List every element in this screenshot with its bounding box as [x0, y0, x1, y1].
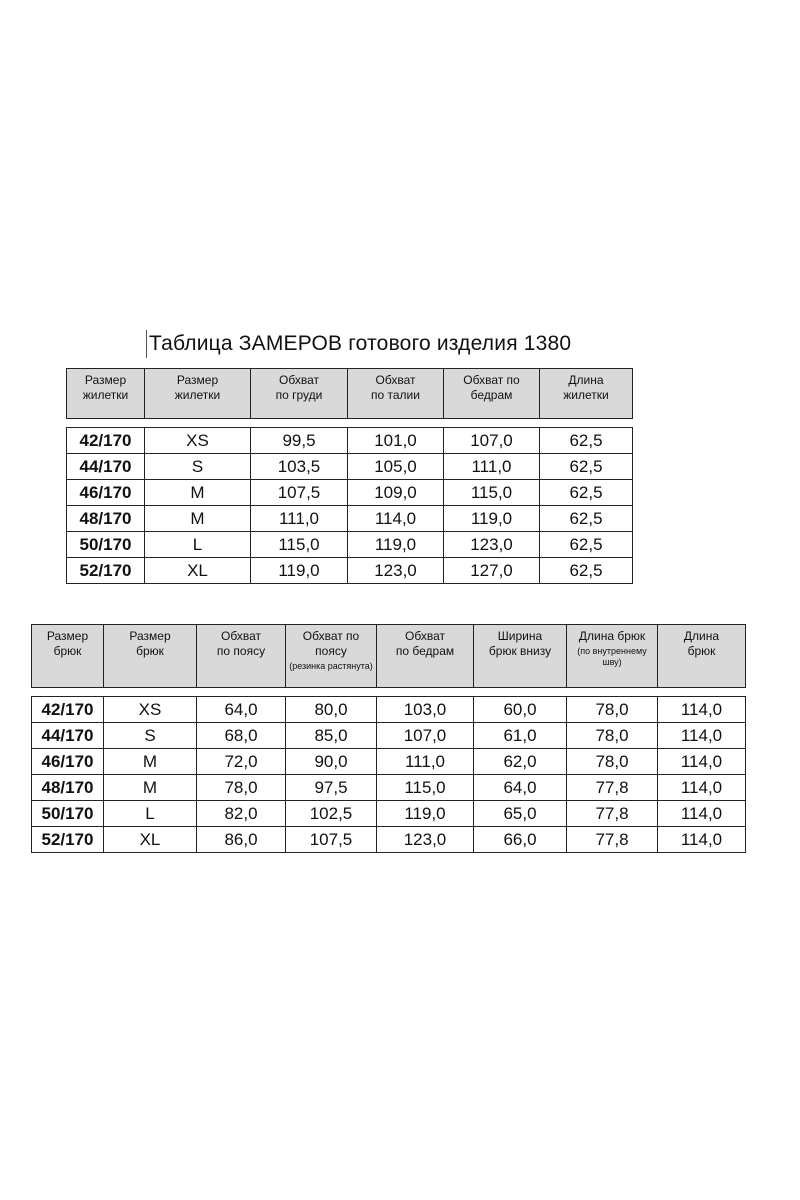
- value-cell: 64,0: [197, 697, 286, 723]
- pants-header-cell: Обхват по бедрам: [377, 625, 474, 688]
- value-cell: 114,0: [348, 506, 444, 532]
- value-cell: S: [145, 454, 251, 480]
- table-row: [67, 506, 633, 532]
- size-cell: 44/170: [32, 723, 104, 749]
- table-row: [32, 827, 746, 853]
- value-cell: XS: [145, 428, 251, 454]
- value-cell: 115,0: [444, 480, 540, 506]
- table-row: [67, 532, 633, 558]
- value-cell: 68,0: [197, 723, 286, 749]
- value-cell: M: [145, 506, 251, 532]
- value-cell: L: [145, 532, 251, 558]
- value-cell: 80,0: [286, 697, 377, 723]
- table-row: [67, 428, 633, 454]
- value-cell: 114,0: [658, 801, 746, 827]
- table-row: [32, 801, 746, 827]
- vest-header-cell: Размер жилетки: [145, 369, 251, 419]
- value-cell: 62,5: [540, 454, 633, 480]
- header-spacer-row: [32, 688, 746, 697]
- size-cell: 48/170: [32, 775, 104, 801]
- value-cell: 123,0: [377, 827, 474, 853]
- value-cell: 78,0: [567, 749, 658, 775]
- value-cell: 97,5: [286, 775, 377, 801]
- value-cell: 86,0: [197, 827, 286, 853]
- pants-header-cell: Длина брюк: [658, 625, 746, 688]
- value-cell: 107,5: [286, 827, 377, 853]
- value-cell: 78,0: [197, 775, 286, 801]
- value-cell: 103,0: [377, 697, 474, 723]
- spacer-cell: [32, 688, 746, 697]
- value-cell: 72,0: [197, 749, 286, 775]
- vest-header-cell: Размер жилетки: [67, 369, 145, 419]
- pants-header-cell: Размер брюк: [104, 625, 197, 688]
- size-cell: 52/170: [32, 827, 104, 853]
- value-cell: XL: [145, 558, 251, 584]
- spacer-cell: [67, 419, 633, 428]
- value-cell: 115,0: [251, 532, 348, 558]
- value-cell: 114,0: [658, 723, 746, 749]
- value-cell: M: [145, 480, 251, 506]
- value-cell: 115,0: [377, 775, 474, 801]
- value-cell: 107,0: [377, 723, 474, 749]
- value-cell: 62,5: [540, 480, 633, 506]
- value-cell: 114,0: [658, 749, 746, 775]
- value-cell: 119,0: [377, 801, 474, 827]
- table-row: [67, 454, 633, 480]
- value-cell: 62,5: [540, 428, 633, 454]
- value-cell: 114,0: [658, 827, 746, 853]
- value-cell: 82,0: [197, 801, 286, 827]
- table-row: [67, 480, 633, 506]
- value-cell: M: [104, 749, 197, 775]
- size-cell: 42/170: [32, 697, 104, 723]
- value-cell: M: [104, 775, 197, 801]
- value-cell: 103,5: [251, 454, 348, 480]
- value-cell: 107,5: [251, 480, 348, 506]
- value-cell: 109,0: [348, 480, 444, 506]
- value-cell: 111,0: [444, 454, 540, 480]
- size-cell: 50/170: [32, 801, 104, 827]
- header-spacer-row: [67, 419, 633, 428]
- value-cell: 61,0: [474, 723, 567, 749]
- value-cell: 123,0: [348, 558, 444, 584]
- pants-header-cell: Обхват по поясу (резинка растянута): [286, 625, 377, 688]
- value-cell: 90,0: [286, 749, 377, 775]
- vest-header-cell: Обхват по талии: [348, 369, 444, 419]
- value-cell: L: [104, 801, 197, 827]
- pants-table-body: [32, 688, 746, 853]
- size-cell: 48/170: [67, 506, 145, 532]
- value-cell: 60,0: [474, 697, 567, 723]
- size-cell: 46/170: [32, 749, 104, 775]
- value-cell: 111,0: [377, 749, 474, 775]
- vest-header-cell: Длина жилетки: [540, 369, 633, 419]
- vest-table-body: [67, 419, 633, 584]
- table-row: [32, 775, 746, 801]
- vest-header-row: [67, 369, 633, 419]
- size-cell: 50/170: [67, 532, 145, 558]
- table-row: [32, 723, 746, 749]
- value-cell: 66,0: [474, 827, 567, 853]
- value-cell: 77,8: [567, 827, 658, 853]
- value-cell: 102,5: [286, 801, 377, 827]
- value-cell: S: [104, 723, 197, 749]
- value-cell: 119,0: [348, 532, 444, 558]
- pants-header-cell: Обхват по поясу: [197, 625, 286, 688]
- size-cell: 44/170: [67, 454, 145, 480]
- value-cell: 107,0: [444, 428, 540, 454]
- vest-header-cell: Обхват по груди: [251, 369, 348, 419]
- value-cell: 114,0: [658, 775, 746, 801]
- document-title: Таблица ЗАМЕРОВ готового изделия 1380: [146, 330, 571, 358]
- pants-header-cell: Размер брюк: [32, 625, 104, 688]
- value-cell: 99,5: [251, 428, 348, 454]
- value-cell: 64,0: [474, 775, 567, 801]
- table-row: [32, 697, 746, 723]
- value-cell: 123,0: [444, 532, 540, 558]
- value-cell: 127,0: [444, 558, 540, 584]
- vest-header-cell: Обхват по бедрам: [444, 369, 540, 419]
- value-cell: 62,5: [540, 506, 633, 532]
- value-cell: 85,0: [286, 723, 377, 749]
- pants-header-row: [32, 625, 746, 688]
- pants-header-cell: Длина брюк (по внутреннему шву): [567, 625, 658, 688]
- vest-measurements-table: [66, 368, 633, 584]
- value-cell: 119,0: [251, 558, 348, 584]
- pants-header-cell: Ширина брюк внизу: [474, 625, 567, 688]
- value-cell: 65,0: [474, 801, 567, 827]
- value-cell: XS: [104, 697, 197, 723]
- value-cell: 78,0: [567, 723, 658, 749]
- value-cell: 77,8: [567, 775, 658, 801]
- value-cell: 62,0: [474, 749, 567, 775]
- value-cell: 105,0: [348, 454, 444, 480]
- table-row: [67, 558, 633, 584]
- size-cell: 42/170: [67, 428, 145, 454]
- size-cell: 52/170: [67, 558, 145, 584]
- value-cell: 114,0: [658, 697, 746, 723]
- table-row: [32, 749, 746, 775]
- value-cell: 111,0: [251, 506, 348, 532]
- size-cell: 46/170: [67, 480, 145, 506]
- value-cell: 62,5: [540, 532, 633, 558]
- value-cell: 119,0: [444, 506, 540, 532]
- value-cell: 62,5: [540, 558, 633, 584]
- value-cell: 77,8: [567, 801, 658, 827]
- value-cell: 78,0: [567, 697, 658, 723]
- pants-measurements-table: [31, 624, 746, 853]
- value-cell: XL: [104, 827, 197, 853]
- value-cell: 101,0: [348, 428, 444, 454]
